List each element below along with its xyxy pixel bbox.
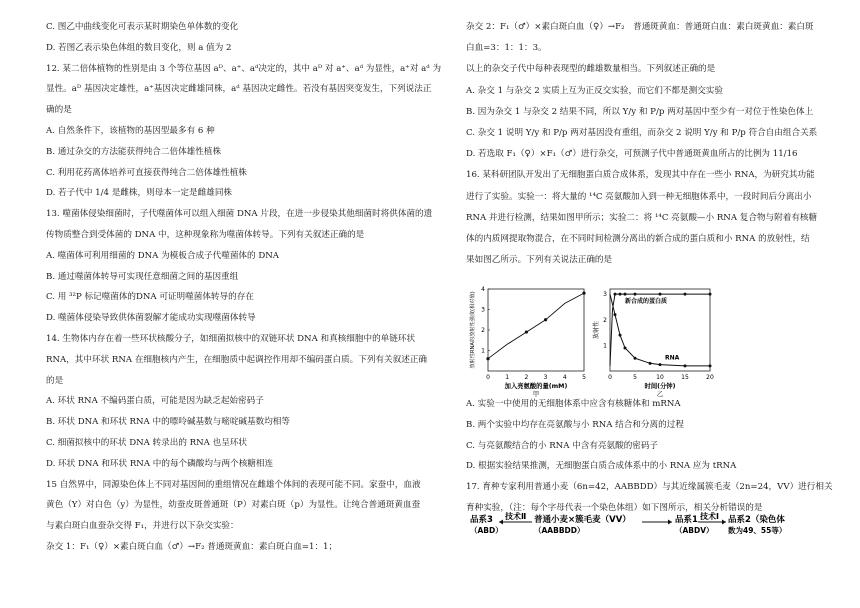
data-point — [659, 293, 662, 296]
data-point — [614, 313, 617, 316]
data-point — [486, 357, 489, 360]
text-line: C. 用 ³²P 标记噬菌体的DNA 可证明噬菌体转导的存在 — [46, 292, 254, 303]
text-line: D. 噬菌体侵染导致供体菌裂解才能成功实现噬菌体转导 — [46, 313, 256, 324]
text-line: B. 通过噬菌体转导可实现任意细菌之间的基因重组 — [46, 271, 239, 282]
diagram-arrow-label: 技术Ⅱ — [505, 512, 527, 521]
text-line: 育种实验，（注：每个字母代表一个染色体组）如下图所示，相关分析错误的是 — [466, 503, 763, 513]
y-tick-label: 1 — [481, 347, 485, 355]
y-axis-label: 放射性RNA的放射性强度(相对值) — [470, 291, 476, 369]
text-line: D. 若子代中 1/4 是雌株，则母本一定是雌雄同株 — [46, 188, 233, 199]
node-line1: 品系1 （ABDV） — [675, 515, 714, 535]
y-tick-label: 1 — [603, 342, 607, 350]
series-label: 新合成的蛋白质 — [625, 298, 668, 306]
text-line: RNA，其中环状 RNA 在细胞核内产生，在细胞质中起调控作用却不编码蛋白质。下列有关叙述正确 — [46, 354, 428, 365]
data-point — [525, 330, 528, 333]
x-tick-label: 3 — [543, 374, 548, 381]
text-line: 传物质整合到受体菌的 DNA 中，这种现象称为噬菌体转导。下列有关叙述正确的是 — [46, 230, 365, 240]
text-line: 黄色（Y）对白色（y）为显性，幼蚕皮斑普通斑（P）对素白斑（p）为显性。让纯合普通斑黄血蚕 — [46, 500, 421, 511]
data-point — [649, 362, 652, 365]
x-tick-label: 1 — [505, 374, 510, 381]
x-tick-label: 10 — [656, 374, 664, 381]
data-point — [634, 293, 637, 296]
text-line: A. 杂交 1 与杂交 2 实质上互为正反交实验，而它们不都是测交实验 — [466, 85, 723, 96]
text-line: A. 环状 RNA 不编码蛋白质，可能是因为缺乏起始密码子 — [46, 396, 264, 407]
text-line: 显性。aᴰ 基因决定雄性，a⁺基因决定雌雄同株，aᵈ 基因决定雌性。若没有基因突变发生，下列说法正 — [46, 84, 432, 95]
node-line2: 品系2（染色体数为49、55等） — [728, 515, 786, 535]
series-line — [488, 293, 584, 359]
series-label: RNA — [665, 354, 680, 362]
x-tick-label: 5 — [582, 374, 586, 381]
text-line: B. 环状 DNA 和环状 RNA 中的嘌呤碱基数与嘧啶碱基数均相等 — [46, 417, 290, 428]
text-line: C. 细菌拟核中的环状 DNA 转录出的 RNA 也呈环状 — [46, 438, 247, 448]
text-line: 杂交 2：F₁（♂）×素白斑白血（♀）→F₂ 普通斑黄血：普通斑白血：素白斑黄血：素白斑 — [466, 22, 814, 32]
text-line: 13. 噬菌体侵染细菌时，子代噬菌体可以组入细菌 DNA 片段，在进一步侵染其他细菌时将供体菌的遗 — [46, 209, 433, 220]
text-line: C. 杂交 1 说明 Y/y 和 P/p 两对基因没有重组，而杂交 2 说明 Y/y 和 P/p 符合自由组合关系 — [466, 128, 818, 138]
x-tick-label: 0 — [608, 374, 612, 381]
text-line: 的是 — [46, 375, 64, 386]
text-line: B. 因为杂交 1 与杂交 2 结果不同，所以 Y/y 和 P/p 两对基因中至少有一对位于性染色体上 — [466, 106, 814, 117]
text-line: D. 环状 DNA 和环状 RNA 中的每个磷酸均与两个核糖相连 — [46, 458, 274, 469]
text-line: A. 实验一中使用的无细胞体系中应含有核糖体和 mRNA — [466, 399, 681, 409]
text-line: 17. 育种专家利用普通小麦（6n=42，AABBDD）与其近缘属簇毛麦（2n=24，VV）进行相关 — [466, 482, 833, 493]
text-line: D. 若选取 F₁（♀）×F₁（♂）进行杂交，可预测子代中普通斑黄血所占的比例为 11/16 — [466, 149, 798, 160]
x-axis-label: 时间(分钟) — [644, 383, 676, 390]
y-axis-label: 放射性 — [593, 320, 600, 340]
data-point — [634, 357, 637, 360]
data-point — [709, 293, 712, 296]
text-line: 14. 生物体内存在着一些环状核酸分子，如细菌拟核中的双链环状 DNA 和真核细胞中的单链环状 — [46, 334, 416, 344]
diagram-arrowhead — [499, 520, 503, 525]
x-tick-label: 15 — [681, 374, 689, 381]
data-point — [684, 364, 687, 367]
x-tick-label: 4 — [562, 374, 567, 381]
data-point — [614, 293, 617, 296]
x-tick-label: 2 — [524, 374, 529, 381]
y-tick-label: 3 — [481, 306, 485, 314]
text-line: 15 自然界中，同源染色体上不同对基因间的重组情况在雌雄个体间的表现可能不同。家蚕中，血液 — [46, 479, 421, 490]
y-tick-label: 2 — [603, 316, 607, 324]
figure-yi-chart — [590, 283, 716, 402]
x-tick-label: 5 — [633, 374, 637, 381]
text-line: 12. 某二倍体植物的性别是由 3 个等位基因 aᴰ、a⁺、aᵈ决定的，其中 aᴰ 对 a⁺、aᵈ 为显性，a⁺对 aᵈ 为 — [46, 63, 442, 74]
data-point — [624, 346, 627, 349]
text-line: RNA 并进行检测，结果如图甲所示；实验二：将 ¹⁴C 亮氨酸—小 RNA 复合物与附着有核糖 — [466, 212, 818, 223]
x-tick-label: 20 — [706, 374, 714, 381]
data-point — [619, 293, 622, 296]
data-point — [659, 363, 662, 366]
data-point — [624, 293, 627, 296]
text-line: D. 若图乙表示染色体组的数目变化，则 a 值为 2 — [46, 42, 232, 53]
text-line: C. 与亮氨酸结合的小 RNA 中含有亮氨酸的密码子 — [466, 440, 659, 451]
text-line: 体的内质网提取物混合，在不同时间检测分离出的新合成的蛋白质和小 RNA 的放射性，结 — [466, 234, 810, 244]
breeding-diagram-svg — [466, 508, 786, 550]
diagram-arrow-label: 技术Ⅰ — [700, 512, 719, 521]
chart-title: 甲 — [532, 391, 540, 398]
x-tick-label: 0 — [486, 374, 490, 381]
text-line: B. 两个实验中均存在亮氨酸与小 RNA 结合和分离的过程 — [466, 419, 684, 430]
x-axis-label: 加入亮氨酸的量(mM) — [504, 383, 568, 390]
data-point — [619, 334, 622, 337]
y-tick-label: 2 — [481, 327, 485, 334]
text-line: 进行了实验。实验一：将大量的 ¹⁴C 亮氨酸加入到一种无细胞体系中，一段时间后分离出小 — [466, 191, 812, 202]
text-line: 果如图乙所示。下列有关说法正确的是 — [466, 255, 613, 266]
node-wheat: 普通小麦×簇毛麦（VV）（AABBDD） — [534, 515, 631, 535]
y-tick-label: 4 — [481, 286, 485, 293]
diagram-arrowhead — [668, 520, 672, 525]
diagram-arrowhead — [722, 520, 726, 525]
text-line: 16. 某科研团队开发出了无细胞蛋白质合成体系，发现其中存在一些小 RNA，为研究其功能 — [466, 170, 815, 181]
text-line: A. 自然条件下，该植物的基因型最多有 6 种 — [46, 126, 215, 136]
breeding-diagram — [466, 508, 786, 554]
text-line: B. 通过杂交的方法能获得纯合二倍体雄性植株 — [46, 146, 222, 157]
text-line: 杂交 1：F₁（♀）×素白斑白血（♂）→F₂ 普通斑黄血：素白斑白血=1：1； — [46, 542, 338, 552]
text-line: A. 噬菌体可利用细菌的 DNA 为模板合成子代噬菌体的 DNA — [46, 250, 279, 261]
text-line: 确的是 — [46, 105, 72, 116]
y-tick-label: 3 — [603, 291, 607, 299]
text-line: C. 图乙中曲线变化可表示某时期染色单体数的变化 — [46, 22, 239, 32]
text-line: 白血=3：1：1：3。 — [466, 43, 547, 54]
data-point — [709, 364, 712, 367]
chart-title: 乙 — [656, 391, 664, 398]
figure-jia-chart — [466, 283, 591, 402]
data-point — [582, 292, 585, 295]
text-line: D. 根据实验结果推测，无细胞蛋白质合成体系中的小 RNA 应为 tRNA — [466, 461, 737, 472]
chart-yi-svg — [590, 283, 716, 398]
chart-jia-svg — [466, 283, 591, 398]
data-point — [684, 293, 687, 296]
text-line: 与素白斑白血蚕杂交得 F₁，并进行以下杂交实验： — [46, 521, 239, 532]
data-point — [544, 318, 547, 321]
node-line3: 品系3 （ABD） — [470, 515, 503, 535]
text-line: 以上的杂交子代中每种表现型的雌雄数量相当。下列叙述正确的是 — [466, 64, 716, 75]
text-line: C. 利用花药离体培养可直接获得纯合二倍体雄性植株 — [46, 167, 247, 178]
